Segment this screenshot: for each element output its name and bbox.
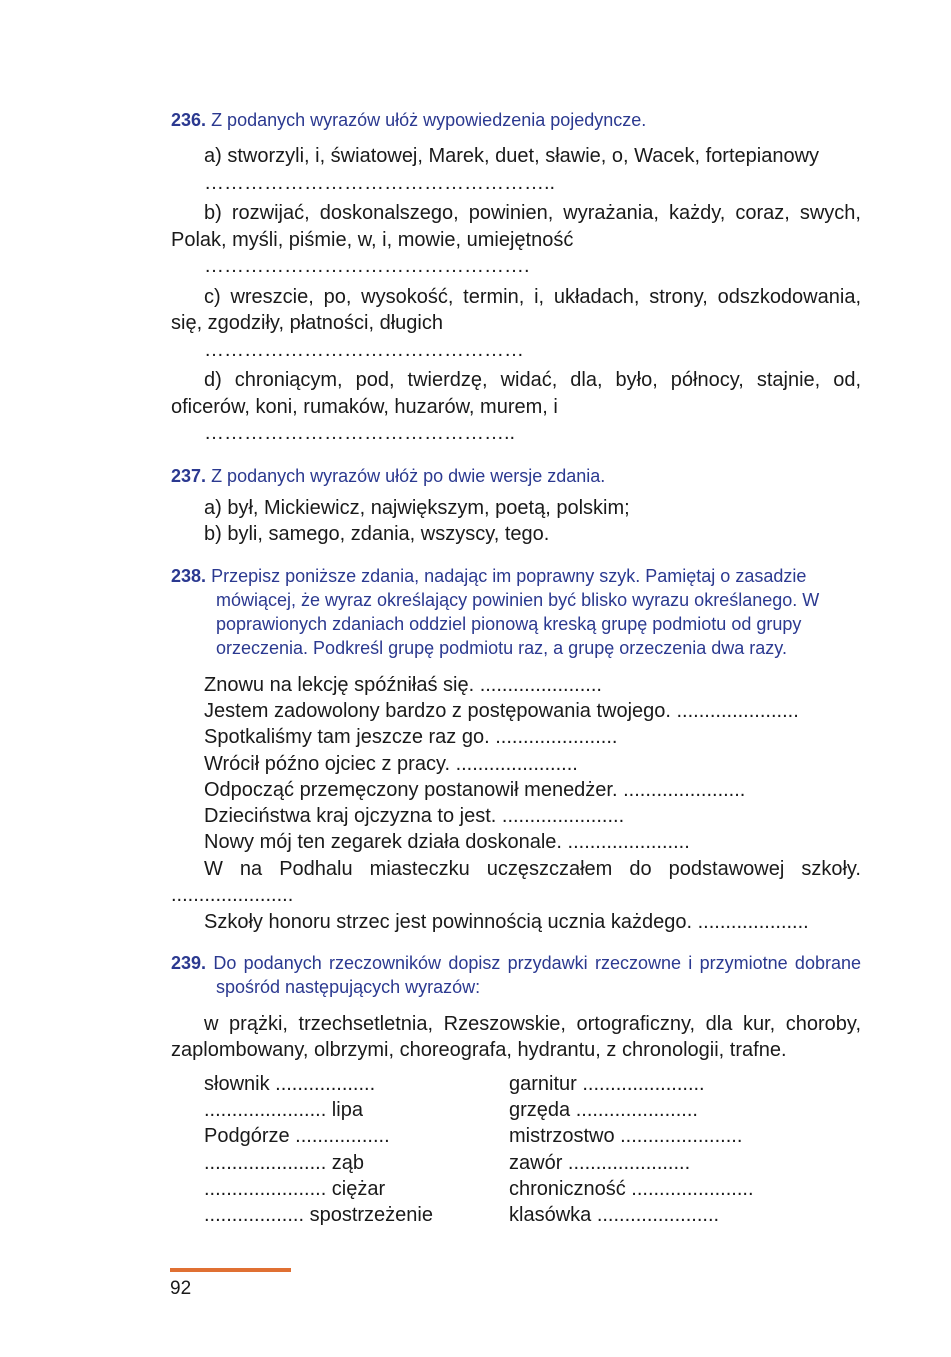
exercise-236-number: 236. [171, 110, 207, 130]
noun-left-5: ...................... ciężar [204, 1177, 386, 1200]
page-number: 92 [170, 1278, 192, 1299]
noun-left-2: ...................... lipa [204, 1098, 363, 1121]
exercise-237 [171, 464, 861, 548]
exercise-236-answer-line-d: ……………………………………….. [204, 422, 516, 444]
exercise-238-sentence-3: Spotkaliśmy tam jeszcze raz go. ...................... [204, 726, 618, 749]
noun-right-1: garnitur ...................... [509, 1072, 705, 1095]
noun-right-5: chroniczność ...................... [509, 1177, 754, 1200]
noun-right-6: klasówka ...................... [509, 1204, 720, 1227]
exercise-236-item-d: d) chroniącym, pod, twierdzę, widać, dla, było, północy, stajnie, od, oficerów, koni, rumaków, huzarów, murem, i [171, 369, 861, 418]
exercise-236-item-a: a) stworzyli, i, światowej, Marek, duet, sławie, o, Wacek, fortepianowy [204, 145, 820, 167]
exercise-237-heading [171, 464, 861, 489]
noun-left-6: .................. spostrzeżenie [204, 1204, 433, 1227]
noun-right-2: grzęda ...................... [509, 1098, 698, 1121]
exercise-238 [171, 564, 861, 936]
exercise-238-sentence-2: Jestem zadowolony bardzo z postępowania twojego. ...................... [204, 699, 799, 722]
exercise-236 [171, 108, 861, 447]
exercise-236-answer-line-c: ………………………………………… [204, 338, 524, 361]
noun-left-1: słownik .................. [204, 1072, 376, 1095]
exercise-238-sentence-8: W na Podhalu miasteczku uczęszczałem do podstawowej szkoły. ...................... [171, 857, 861, 907]
exercise-237-line-b: b) byli, samego, zdania, wszyscy, tego. [204, 523, 550, 545]
exercise-236-instruction: Z podanych wyrazów ułóż wypowiedzenia pojedyncze. [211, 110, 647, 130]
exercise-238-instruction: Przepisz poniższe zdania, nadając im poprawny szyk. Pamiętaj o zasadzie mówiącej, że wyraz określający powinien być blisko wyrazu określanego. W poprawionych zdaniach oddziel pionową kreską grupę podmiotu od grupy orzeczenia. Podkreśl grupę podmiotu raz, a grupę orzeczenia dwa razy. [211, 565, 820, 659]
exercise-236-answer-line-b: …………………………………………. [204, 255, 530, 277]
exercise-239-word-bank: w prążki, trzechsetletnia, Rzeszowskie, ortograficzny, dla kur, choroby, zaplombowany, olbrzymi, choreografa, hydrantu, z chronologii, trafne. [171, 1012, 861, 1062]
exercise-239-number: 239. [171, 953, 207, 974]
exercise-238-sentence-1: Znowu na lekcję spóźniłaś się. ...................... [204, 673, 602, 696]
exercise-239-instruction: Do podanych rzeczowników dopisz przydawki rzeczowne i przymiotne dobrane spośród następujących wyrazów: [213, 953, 861, 998]
exercise-237-line-a: a) był, Mickiewicz, największym, poetą, polskim; [204, 496, 630, 519]
exercise-236-answer-line-a: …………………………………………….. [204, 171, 556, 194]
noun-right-3: mistrzostwo ...................... [509, 1125, 743, 1148]
exercise-238-sentence-5: Odpocząć przemęczony postanowił menedżer. ...................... [204, 778, 746, 801]
exercise-236-heading [171, 108, 861, 133]
exercise-239-heading [171, 951, 861, 1000]
exercise-239 [171, 951, 861, 1228]
exercise-236-item-b: b) rozwijać, doskonalszego, powinien, wyrażania, każdy, coraz, swych, Polak, myśli, piśmie, w, i, mowie, umiejętność [171, 202, 861, 251]
exercise-238-heading [171, 564, 861, 661]
exercise-237-number: 237. [171, 465, 207, 486]
page-content [171, 108, 861, 1228]
exercise-238-number: 238. [171, 565, 207, 586]
noun-right-4: zawór ...................... [509, 1151, 691, 1174]
exercise-237-instruction: Z podanych wyrazów ułóż po dwie wersje zdania. [211, 465, 606, 486]
noun-left-3: Podgórze ................. [204, 1125, 390, 1148]
exercise-236-item-c: c) wreszcie, po, wysokość, termin, i, układach, strony, odszkodowania, się, zgodziły, płatności, długich [171, 285, 861, 334]
noun-left-4: ...................... ząb [204, 1151, 365, 1174]
exercise-238-sentence-4: Wrócił późno ojciec z pracy. ...................... [204, 752, 578, 775]
exercise-239-noun-grid [171, 1071, 861, 1229]
footer-accent-rule [170, 1268, 291, 1272]
exercise-238-sentence-6: Dzieciństwa kraj ojczyzna to jest. ...................... [204, 805, 625, 828]
exercise-238-sentence-9: Szkoły honoru strzec jest powinnością ucznia każdego. .................... [204, 910, 809, 933]
exercise-238-sentence-7: Nowy mój ten zegarek działa doskonale. ...................... [204, 831, 690, 854]
